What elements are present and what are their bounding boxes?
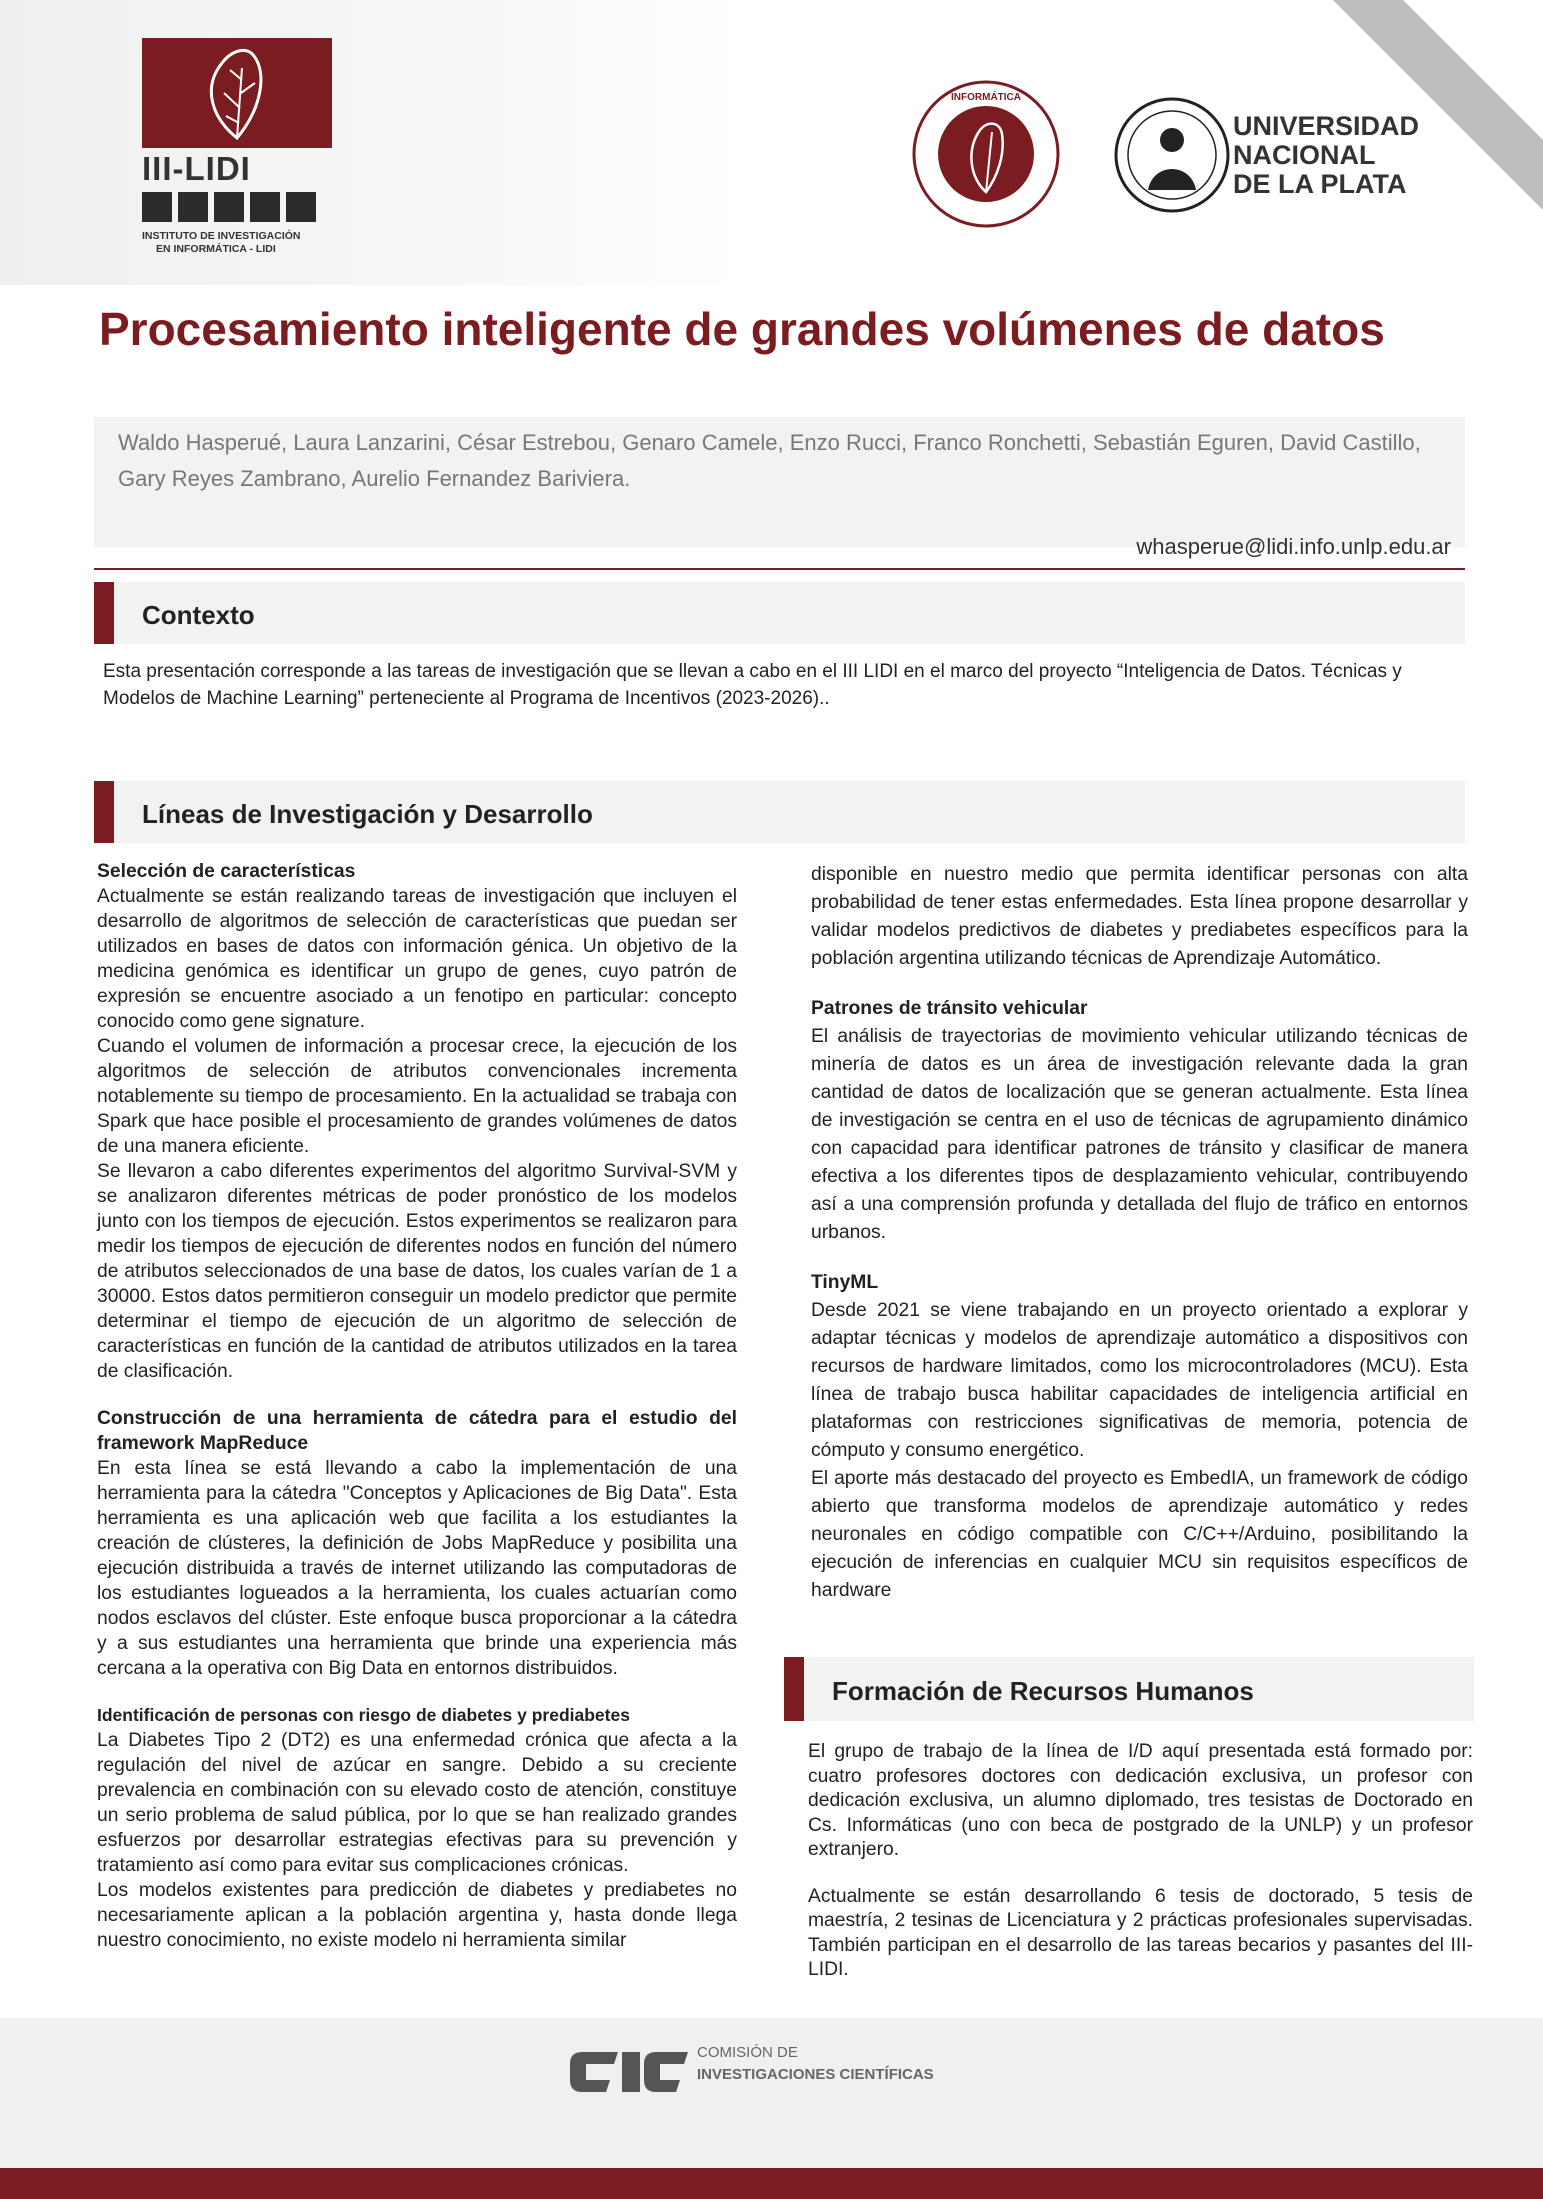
formacion-text bbox=[808, 1740, 1473, 1983]
authors-separator bbox=[94, 568, 1465, 570]
section-title-formacion: Formación de Recursos Humanos bbox=[832, 1676, 1254, 1706]
lidi-logo-institute bbox=[142, 230, 342, 256]
oak-leaf-icon bbox=[142, 38, 332, 148]
faculty-seal-text: INFORMÁTICA bbox=[951, 92, 1021, 103]
cic-text-line2: INVESTIGACIONES CIENTÍFICAS bbox=[697, 2066, 934, 2083]
paragraph: Desde 2021 se viene trabajando en un proyecto orientado a explorar y adaptar técnicas y modelos de aprendizaje automático a dispositivos con recursos de hardware limitados, como los microcontroladores (MCU). Esta línea de trabajo busca habilitar capacidades de inteligencia artificial en plataformas con restricciones significativas de memoria, potencia de cómputo y consumo energético. bbox=[811, 1300, 1468, 1461]
subsection-heading-tinyml: TinyML bbox=[811, 1272, 879, 1293]
unlp-seal-logo bbox=[1113, 90, 1231, 220]
paragraph: Los modelos existentes para predicción de diabetes y prediabetes no necesariamente aplican a la población argentina y, hasta donde llega nuestro conocimiento, no existe modelo ni herramienta similar bbox=[97, 1880, 737, 1951]
section-accent bbox=[94, 781, 114, 843]
paragraph: El grupo de trabajo de la línea de I/D aquí presentada está formado por: cuatro profesores doctores con dedicación exclusiva, un profesor con dedicación exclusiva, un alumno diplomado, tres tesistas de Doctorado en Cs. Informáticas (uno con beca de postgrado de la UNLP) y un profesor extranjero. bbox=[808, 1741, 1473, 1860]
contact-email[interactable]: whasperue@lidi.info.unlp.edu.ar bbox=[1136, 534, 1451, 559]
unlp-name-line3: DE LA PLATA bbox=[1233, 169, 1407, 199]
paragraph: Actualmente se están realizando tareas de investigación que incluyen el desarrollo de algoritmos de selección de características que puedan ser utilizados en bases de datos con información génica. Un objetivo de la medicina genómica es identificar un grupo de genes, cuyo patrón de expresión se encuentre asociado a un fenotipo en particular: concepto conocido como gene signature. bbox=[97, 886, 737, 1032]
section-title-lineas: Líneas de Investigación y Desarrollo bbox=[142, 799, 593, 829]
section-header-contexto bbox=[94, 582, 1465, 644]
section-accent bbox=[784, 1657, 804, 1721]
page-title: Procesamiento inteligente de grandes volúmenes de datos bbox=[99, 303, 1385, 355]
cic-text bbox=[697, 2042, 934, 2086]
lidi-logo-name: III-LIDI bbox=[142, 150, 251, 187]
lidi-institute-line2: EN INFORMÁTICA - LIDI bbox=[156, 243, 276, 255]
header-shade bbox=[0, 0, 740, 285]
faculty-seal-logo bbox=[912, 80, 1060, 228]
lidi-logo bbox=[142, 30, 340, 260]
right-column bbox=[811, 861, 1468, 1605]
unlp-name bbox=[1233, 112, 1419, 199]
paragraph: disponible en nuestro medio que permita identificar personas con alta probabilidad de tener estas enfermedades. Esta línea propone desarrollar y validar modelos predictivos de diabetes y prediabetes específicos para la población argentina utilizando técnicas de Aprendizaje Automático. bbox=[811, 864, 1468, 969]
paragraph: La Diabetes Tipo 2 (DT2) es una enfermedad crónica que afecta a la regulación del nivel de azúcar en sangre. Debido a su creciente prevalencia en combinación con su elevado costo de atención, constituye un serio problema de salud pública, por lo que se han realizado grandes esfuerzos por desarrollar estrategias efectivas para su prevención y tratamiento así como para evitar sus complicaciones crónicas. bbox=[97, 1730, 737, 1876]
paragraph: Cuando el volumen de información a procesar crece, la ejecución de los algoritmos de selección de atributos convencionales incrementa notablemente su tiempo de procesamiento. En la actualidad se trabaja con Spark que hace posible el procesamiento de grandes volúmenes de datos de una manera eficiente. bbox=[97, 1036, 737, 1157]
lidi-institute-line1: INSTITUTO DE INVESTIGACIÓN bbox=[142, 230, 301, 242]
footer-red-bar bbox=[0, 2168, 1543, 2199]
subsection-heading-construccion: Construcción de una herramienta de cátedra para el estudio del framework MapReduce bbox=[97, 1408, 737, 1454]
paragraph: En esta línea se está llevando a cabo la implementación de una herramienta para la cátedra "Conceptos y Aplicaciones de Big Data". Esta herramienta es una aplicación web que facilita a los estudiantes la creación de clústeres, la definición de Jobs MapReduce y posibilita una ejecución distribuida a través de internet utilizando las computadoras de los estudiantes logueados a la herramienta, los cuales actuarían como nodos esclavos del clúster. Este enfoque busca proporcionar a la cátedra y a sus estudiantes una herramienta que brinde una experiencia más cercana a la operativa con Big Data en entornos distribuidos. bbox=[97, 1458, 737, 1679]
subsection-heading-seleccion: Selección de características bbox=[97, 861, 356, 882]
cic-text-line1: COMISIÓN DE bbox=[697, 2044, 798, 2061]
paragraph: Actualmente se están desarrollando 6 tesis de doctorado, 5 tesis de maestría, 2 tesinas de Licenciatura y 2 prácticas profesionales supervisadas. También participan en el desarrollo de las tareas becarios y pasantes del III-LIDI. bbox=[808, 1885, 1473, 1980]
section-title-contexto: Contexto bbox=[142, 600, 255, 630]
lidi-square bbox=[286, 192, 316, 222]
subsection-heading-transito: Patrones de tránsito vehicular bbox=[811, 998, 1088, 1019]
lidi-logo-box bbox=[142, 38, 332, 148]
authors-list: Waldo Hasperué, Laura Lanzarini, César Estrebou, Genaro Camele, Enzo Rucci, Franco Ronchetti, Sebastián Eguren, David Castillo, Gary Reyes Zambrano, Aurelio Fernandez Bariviera. bbox=[118, 430, 1421, 491]
unlp-name-line2: NACIONAL bbox=[1233, 140, 1376, 170]
contexto-text: Esta presentación corresponde a las tareas de investigación que se llevan a cabo en el III LIDI en el marco del proyecto “Inteligencia de Datos. Técnicas y Modelos de Machine Learning” perteneciente al Programa de Incentivos (2023-2026).. bbox=[103, 661, 1402, 709]
paragraph: Se llevaron a cabo diferentes experimentos del algoritmo Survival-SVM y se analizaron diferentes métricas de poder pronóstico de los modelos junto con los tiempos de ejecución. Estos experimentos se realizaron para medir los tiempos de ejecución de diferentes nodos en función del número de atributos seleccionados de una base de datos, los cuales varían de 1 a 30000. Estos datos permitieron conseguir un modelo predictor que permite determinar el tiempo de ejecución de un algoritmo de selección de características en función de la cantidad de atributos utilizados en la tarea de clasificación. bbox=[97, 1161, 737, 1382]
unlp-name-line1: UNIVERSIDAD bbox=[1233, 111, 1420, 141]
lidi-square bbox=[214, 192, 244, 222]
subsection-heading-diabetes: Identificación de personas con riesgo de diabetes y prediabetes bbox=[97, 1705, 630, 1725]
paragraph: El análisis de trayectorias de movimiento vehicular utilizando técnicas de minería de datos es un área de investigación relevante dada la gran cantidad de datos de localización que se generan actualmente. Esta línea de investigación se centra en el uso de técnicas de agrupamiento dinámico con capacidad para identificar patrones de tránsito y clasificar de manera efectiva a los diferentes tipos de desplazamiento vehicular, contribuyendo así a una comprensión profunda y detallada del flujo de tráfico en entornos urbanos. bbox=[811, 1026, 1468, 1243]
left-column bbox=[97, 859, 737, 1953]
paragraph: El aporte más destacado del proyecto es EmbedIA, un framework de código abierto que transforma modelos de aprendizaje automático y redes neuronales en código compatible con C/C++/Arduino, posibilitando la ejecución de inferencias en cualquier MCU sin requisitos específicos de hardware bbox=[811, 1468, 1468, 1601]
section-accent bbox=[94, 582, 114, 644]
lidi-square bbox=[178, 192, 208, 222]
lidi-square bbox=[250, 192, 280, 222]
lidi-square bbox=[142, 192, 172, 222]
